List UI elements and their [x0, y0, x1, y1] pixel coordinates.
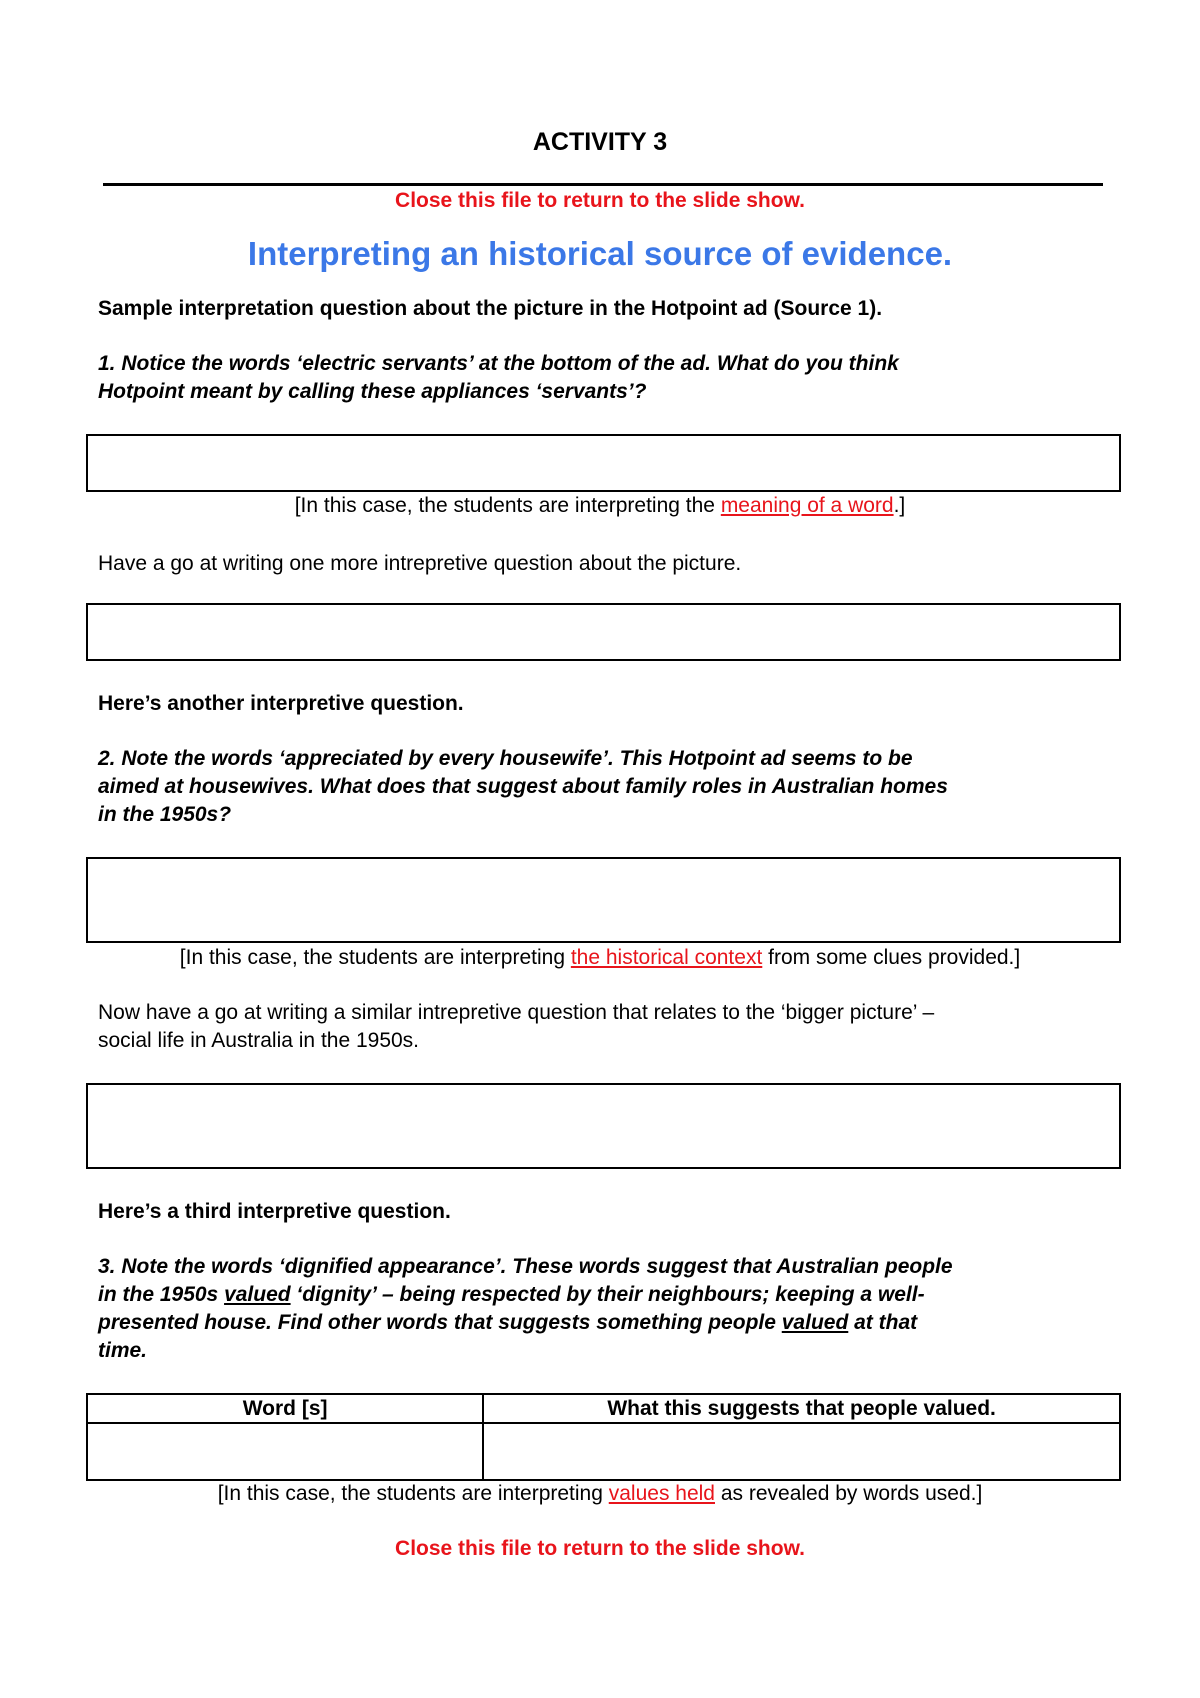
- answer-box-3[interactable]: [86, 857, 1121, 943]
- note-3-before: [In this case, the students are interpreting: [217, 1482, 609, 1505]
- note-2-before: [In this case, the students are interpreting: [179, 946, 571, 969]
- prompt-2-line-1: Now have a go at writing a similar intrepretive question that relates to the ‘bigger picture’ –: [98, 1001, 935, 1024]
- question-3-line-3: [98, 1309, 1108, 1337]
- note-1-before: [In this case, the students are interpreting the: [294, 494, 721, 517]
- answer-box-2[interactable]: [86, 603, 1121, 661]
- values-table-header-row: [87, 1394, 1120, 1423]
- question-3-line-1: 3. Note the words ‘dignified appearance’. These words suggest that Australian people: [98, 1255, 953, 1278]
- prompt-1: Have a go at writing one more intrepretive question about the picture.: [98, 552, 742, 575]
- question-3: [98, 1253, 1108, 1365]
- another-question-label: Here’s another interpretive question.: [98, 692, 464, 715]
- col-header-values: What this suggests that people valued.: [483, 1394, 1120, 1423]
- third-question-label: Here’s a third interpretive question.: [98, 1200, 451, 1223]
- question-2-line-2: aimed at housewives. What does that suggest about family roles in Australian homes: [98, 775, 948, 798]
- prompt-2: [98, 999, 1108, 1055]
- section-heading: Interpreting an historical source of evidence.: [247, 235, 953, 272]
- q3-line2-underlined: valued: [224, 1283, 291, 1306]
- question-1-line-2: Hotpoint meant by calling these appliances ‘servants’?: [98, 380, 647, 403]
- page-title: ACTIVITY 3: [532, 128, 668, 156]
- values-table: [86, 1393, 1121, 1481]
- note-3: [0, 1482, 1200, 1506]
- words-answer-cell[interactable]: [87, 1423, 483, 1480]
- question-2-line-1: 2. Note the words ‘appreciated by every housewife’. This Hotpoint ad seems to be: [98, 747, 913, 770]
- note-3-after: as revealed by words used.]: [715, 1482, 983, 1505]
- prompt-2-line-2: social life in Australia in the 1950s.: [98, 1029, 420, 1052]
- values-answer-cell[interactable]: [483, 1423, 1120, 1480]
- answer-box-1[interactable]: [86, 434, 1121, 492]
- q3-line3-a: presented house. Find other words that suggests something people: [98, 1311, 782, 1334]
- close-notice-bottom: Close this file to return to the slide show.: [395, 1537, 805, 1560]
- question-3-line-2: [98, 1281, 1108, 1309]
- q3-line3-b: at that: [848, 1311, 918, 1334]
- question-2: [98, 745, 1108, 829]
- title-divider: [103, 183, 1103, 186]
- question-1: [98, 350, 1108, 406]
- note-2: [0, 946, 1200, 970]
- note-2-after: from some clues provided.]: [762, 946, 1021, 969]
- note-3-link[interactable]: values held: [608, 1482, 715, 1505]
- answer-box-4[interactable]: [86, 1083, 1121, 1169]
- question-1-line-1: 1. Notice the words ‘electric servants’ at the bottom of the ad. What do you think: [98, 352, 899, 375]
- note-1-after: .]: [893, 494, 906, 517]
- col-header-words: Word [s]: [87, 1394, 483, 1423]
- note-2-link[interactable]: the historical context: [570, 946, 763, 969]
- note-1-link[interactable]: meaning of a word: [720, 494, 894, 517]
- q3-line3-underlined: valued: [781, 1311, 849, 1334]
- q3-line2-a: in the 1950s: [98, 1283, 225, 1306]
- intro-text: Sample interpretation question about the picture in the Hotpoint ad (Source 1).: [98, 297, 883, 320]
- question-3-line-4: time.: [98, 1339, 148, 1362]
- values-table-row: [87, 1423, 1120, 1480]
- q3-line2-b: ‘dignity’ – being respected by their neighbours; keeping a well-: [290, 1283, 925, 1306]
- close-notice-top: Close this file to return to the slide show.: [395, 189, 805, 212]
- question-2-line-3: in the 1950s?: [98, 803, 232, 826]
- note-1: [0, 494, 1200, 518]
